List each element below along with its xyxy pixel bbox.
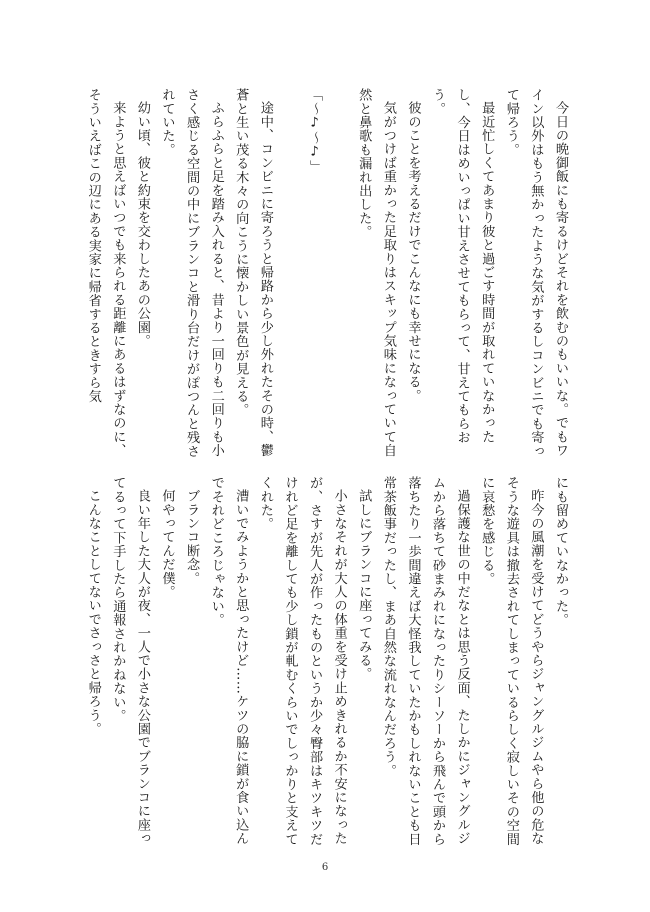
dialogue-line: 「〜♪〜♪」	[307, 88, 323, 174]
paragraph: 試しにブランコに座ってみる。	[356, 489, 372, 681]
paragraph: ふらふらと足を踏み入れると、昔より一回りも二回りも小さく感じる空間の中にブランコと滑り台だけがぽつんと残されていた。	[159, 88, 224, 458]
page-number: 6	[321, 862, 329, 873]
paragraph: 最近忙しくてあまり彼と過ごす時間が取れていなかったし、今日はめいっぱい甘えさせてもらって、甘えてもらおう。	[430, 88, 495, 445]
paragraph: 良い年した大人が夜、一人で小さな公園でブランコに座ってるって下手したら通報されかねない。	[110, 476, 150, 846]
paragraph: こんなことしてないでさっさと帰ろう。	[85, 489, 101, 736]
paragraph: 小さなそれが大人の体重を受け止めきれるか不安になったが、さすが先人が作ったものというか少々臀部はキツキツだけれど足を離しても少し鎖が軋むくらいでしっかりと支えてくれた。	[257, 476, 347, 846]
blank-line	[326, 88, 351, 468]
paragraph-continued: にも留めていなかった。	[553, 476, 568, 627]
paragraph: 過保護な世の中だなとは思う反面、たしかにジャングルジムから落ちて砂まみれになったりシーソーから飛んで頭から落ちたり一歩間違えば大怪我していたかもしれないことも日常茶飯事だったし、まあ自然な流れなんだろう。	[380, 476, 470, 846]
paragraph: 気がつけば重かった足取りはスキップ気味になっていて自然と鼻歌も漏れ出した。	[356, 88, 396, 458]
text-column-top	[52, 88, 572, 468]
paragraph: 何やってんだ僕。	[159, 489, 175, 599]
paragraph: 今日の晩御飯にも寄るけどそれを飲むのもいいな。でもワイン以外はもう無かったような気がするしコンビニでも寄って帰ろう。	[503, 88, 568, 458]
paragraph: 彼のことを考えるだけでこんなにも幸せになる。	[405, 101, 421, 403]
paragraph: 昨今の風潮を受けてどうやらジャングルジムやら他の危なそうな遊具は撤去されてしまっているらしく寂しいその空間に哀愁を感じる。	[479, 476, 544, 846]
paragraph: 来ようと思えばいつでも来られる距離にあるはずなのに、そういえばこの辺にある実家に帰省するときすら気	[85, 88, 126, 458]
paragraph: 漕いでみようかと思ったけど……ケツの脇に鎖が食い込んでそれどころじゃない。	[208, 476, 249, 846]
paragraph: 幼い頃、彼と約束を交わしたあの公園。	[134, 101, 150, 348]
paragraph: ブランコ断念。	[184, 489, 200, 586]
paragraph: 途中、コンビニに寄ろうと帰路から少し外れたその時、鬱蒼と生い茂る木々の向こうに懐かしい景色が見える。	[233, 88, 273, 458]
text-column-bottom	[52, 476, 572, 856]
blank-line	[277, 88, 302, 468]
